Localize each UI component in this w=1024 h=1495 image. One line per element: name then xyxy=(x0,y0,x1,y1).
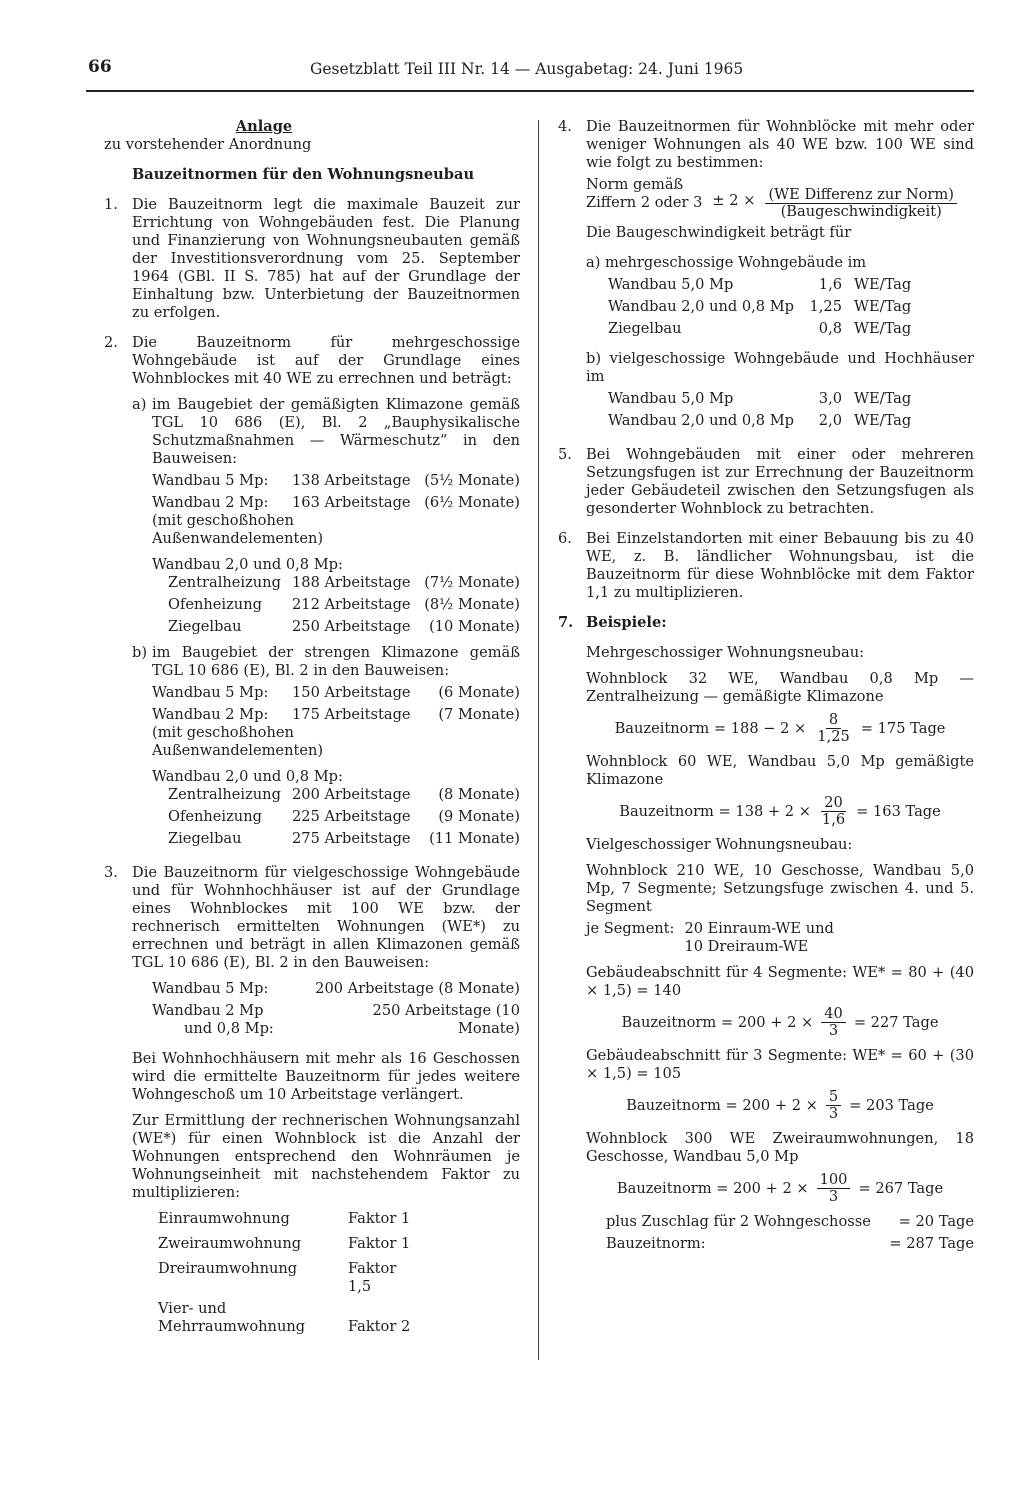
section-7 xyxy=(558,614,974,1257)
table-row: Wandbau 2,0 und 0,8 Mp 1,25 WE/Tag xyxy=(608,298,912,315)
section-5-number: 5. xyxy=(558,446,572,463)
left-column xyxy=(104,118,520,1340)
section-4 xyxy=(558,118,974,434)
table-row: plus Zuschlag für 2 Wohngeschosse = 20 Tage xyxy=(606,1213,974,1230)
example-4-equation: Bauzeitnorm = 200 + 2 × $\frac{100}{3}$ = 267 Tage xyxy=(616,1171,944,1205)
table-row: Ofenheizung 212 Arbeitstage (8½ Monate) xyxy=(168,596,520,613)
header-rule xyxy=(86,90,974,92)
table-row: Vier- und Mehrraumwohnung Faktor 2 xyxy=(158,1300,411,1335)
factor-table xyxy=(158,1210,418,1340)
section-3-number: 3. xyxy=(104,864,118,881)
section-4-formula xyxy=(586,176,974,220)
section-5 xyxy=(558,446,974,518)
section-4-text: Die Bauzeitnormen für Wohnblöcke mit mehr oder weniger Wohnungen als 40 WE bzw. 100 WE sind wie folgt zu bestimmen: xyxy=(586,118,974,171)
table-row: Wandbau 2 Mp: 163 Arbeitstage (6½ Monate) xyxy=(152,494,520,511)
formula-norm: Ziffern 2 oder 3 xyxy=(586,194,703,211)
table-row: Zweiraumwohnung Faktor 1 xyxy=(158,1235,411,1252)
section-2b-label: b) xyxy=(132,644,148,661)
speed-intro: Die Baugeschwindigkeit beträgt für xyxy=(586,224,852,241)
section-1-number: 1. xyxy=(104,196,118,213)
example-3-segment: je Segment: 20 Einraum-WE und 10 Dreiraum-WE xyxy=(586,920,834,955)
example-group-heading: Mehrgeschossiger Wohnungsneubau: xyxy=(586,644,865,661)
table-row: Wandbau 5,0 Mp 1,6 WE/Tag xyxy=(608,276,912,293)
section-2a-note: (mit geschoßhohen xyxy=(152,512,294,529)
page-number: 66 xyxy=(88,57,112,77)
table-row: Ziegelbau 250 Arbeitstage (10 Monate) xyxy=(168,618,520,635)
section-2-number: 2. xyxy=(104,334,118,351)
example-3-equation-a: Bauzeitnorm = 200 + 2 × $\frac{40}{3}$ = 227 Tage xyxy=(621,1005,939,1039)
section-2a xyxy=(132,396,520,640)
section-7-title: Beispiele: xyxy=(586,614,667,631)
section-4a-text: a) mehrgeschossige Wohngebäude im xyxy=(586,254,867,271)
table-row: Wandbau 5 Mp: 138 Arbeitstage (5½ Monate) xyxy=(152,472,520,489)
table-row: Wandbau 5 Mp: 150 Arbeitstage (6 Monate) xyxy=(152,684,520,701)
section-6-text: Bei Einzelstandorten mit einer Bebauung bis zu 40 WE, z. B. ländlicher Wohnungsbau, ist die Bauzeitnorm für diese Wohnblöcke mit dem Faktor 1,1 zu multiplizieren. xyxy=(586,530,974,601)
section-2a-table-2 xyxy=(168,574,520,640)
section-2b xyxy=(132,644,520,852)
example-4-total xyxy=(606,1213,974,1257)
table-row: Wandbau 2 Mp: 175 Arbeitstage (7 Monate) xyxy=(152,706,520,723)
section-3-factor-text: Zur Ermittlung der rechnerischen Wohnungsanzahl (WE*) für einen Wohnblock ist die Anzahl der Wohnungen entsprechend den Wohnräumen je Wohnungseinheit mit nachstehendem Faktor zu multiplizieren: xyxy=(132,1112,520,1201)
table-row: Zentralheizung 200 Arbeitstage (8 Monate) xyxy=(168,786,520,803)
section-5-text: Bei Wohngebäuden mit einer oder mehreren Setzungsfugen ist zur Errechnung der Bauzeitnorm jeder Gebäudeteil zwischen den Setzungsfugen als gesonderter Wohnblock zu betrachten. xyxy=(586,446,974,517)
section-4a-table xyxy=(608,276,918,342)
section-3-highrise: Bei Wohnhochhäusern mit mehr als 16 Geschossen wird die ermittelte Bauzeitnorm für jedes weitere Wohngeschoß um 10 Arbeitstage verlängert. xyxy=(132,1050,520,1103)
table-row: Ziegelbau 0,8 WE/Tag xyxy=(608,320,912,337)
column-divider xyxy=(538,120,539,1360)
section-2a-text: im Baugebiet der gemäßigten Klimazone gemäß TGL 10 686 (E), Bl. 2 „Bauphysikalische Schutzmaßnahmen — Wärmeschutz“ in den Bauweisen: xyxy=(152,396,520,467)
table-row: Einraumwohnung Faktor 1 xyxy=(158,1210,411,1227)
example-3-text: Wohnblock 210 WE, 10 Geschosse, Wandbau 5,0 Mp, 7 Segmente; Setzungsfuge zwischen 4. und 5. Segment xyxy=(586,862,974,915)
example-2-equation: Bauzeitnorm = 138 + 2 × $\frac{20}{1,6}$ = 163 Tage xyxy=(619,794,941,828)
section-2b-note: (mit geschoßhohen xyxy=(152,724,294,741)
anlage-subtitle: zu vorstehender Anordnung xyxy=(104,136,312,153)
example-3-equation-b: Bauzeitnorm = 200 + 2 × $\frac{5}{3}$ = 203 Tage xyxy=(626,1088,934,1122)
section-4b-table xyxy=(608,390,918,434)
section-3-table xyxy=(152,980,520,1042)
example-1-equation: Bauzeitnorm = 188 − 2 × $\frac{8}{1,25}$ = 175 Tage xyxy=(614,711,946,745)
table-row: Wandbau 5 Mp: 200 Arbeitstage (8 Monate) xyxy=(152,980,520,997)
formula-norm: Norm gemäß xyxy=(586,176,684,193)
section-4-number: 4. xyxy=(558,118,572,135)
section-2b-note: Außenwandelementen) xyxy=(152,742,324,759)
table-row: Wandbau 2 Mp und 0,8 Mp: 250 Arbeitstage (10 Monate) xyxy=(152,1002,520,1037)
section-3-text: Die Bauzeitnorm für vielgeschossige Wohngebäude und für Wohnhochhäuser ist auf der Grundlage eines Wohnblockes mit 100 WE bzw. der rechnerisch ermittelten Wohnungen (WE*) zu errechnen und beträgt in allen Klimazonen gemäß TGL 10 686 (E), Bl. 2 in den Bauweisen: xyxy=(132,864,520,971)
table-row: Wandbau 2,0 und 0,8 Mp 2,0 WE/Tag xyxy=(608,412,912,429)
section-3 xyxy=(104,864,520,1340)
section-6-number: 6. xyxy=(558,530,572,547)
example-2-text: Wohnblock 60 WE, Wandbau 5,0 Mp gemäßigte Klimazone xyxy=(586,753,974,788)
example-3-section-a: Gebäudeabschnitt für 4 Segmente: WE* = 80 + (40 × 1,5) = 140 xyxy=(586,964,974,999)
table-row: Zentralheizung 188 Arbeitstage (7½ Monate) xyxy=(168,574,520,591)
section-2b-wandbau: Wandbau 2,0 und 0,8 Mp: xyxy=(152,768,343,785)
example-3-section-b: Gebäudeabschnitt für 3 Segmente: WE* = 60 + (30 × 1,5) = 105 xyxy=(586,1047,974,1082)
example-1-text: Wohnblock 32 WE, Wandbau 0,8 Mp — Zentralheizung — gemäßigte Klimazone xyxy=(586,670,974,705)
table-row: Bauzeitnorm: = 287 Tage xyxy=(606,1235,974,1252)
anlage-title: Anlage xyxy=(235,118,293,135)
section-2a-wandbau: Wandbau 2,0 und 0,8 Mp: xyxy=(152,556,343,573)
section-4b-text: b) vielgeschossige Wohngebäude und Hochhäuser im xyxy=(586,350,974,385)
section-7-number: 7. xyxy=(558,614,574,631)
section-2a-note: Außenwandelementen) xyxy=(152,530,324,547)
example-4-text: Wohnblock 300 WE Zweiraumwohnungen, 18 Geschosse, Wandbau 5,0 Mp xyxy=(586,1130,974,1165)
section-2-text: Die Bauzeitnorm für mehrgeschossige Wohngebäude ist auf der Grundlage eines Wohnblockes mit 40 WE zu errechnen und beträgt: xyxy=(132,334,520,387)
section-2a-table xyxy=(152,472,520,516)
right-column xyxy=(558,118,974,1257)
formula-fraction: $\frac{\text{(WE Differenz zur Norm)}}{\text{(Baugeschwindigkeit)}}$ xyxy=(765,187,956,220)
section-6 xyxy=(558,530,974,602)
example-group-heading: Vielgeschossiger Wohnungsneubau: xyxy=(586,836,853,853)
section-2 xyxy=(104,334,520,852)
section-heading: Bauzeitnormen für den Wohnungsneubau xyxy=(131,166,475,183)
table-row: Ofenheizung 225 Arbeitstage (9 Monate) xyxy=(168,808,520,825)
section-2b-text: im Baugebiet der strengen Klimazone gemäß TGL 10 686 (E), Bl. 2 in den Bauweisen: xyxy=(152,644,520,679)
section-2b-table xyxy=(152,684,520,728)
table-row: Wandbau 5,0 Mp 3,0 WE/Tag xyxy=(608,390,912,407)
section-1-text: Die Bauzeitnorm legt die maximale Bauzeit zur Errichtung von Wohngebäuden fest. Die Planung und Finanzierung von Wohnungsneubauten gemäß der Investitionsverordnung vom 25. September 1964 (GBl. II S. 785) hat auf der Grundlage der Einhaltung bzw. Unterbietung der Bauzeitnormen zu erfolgen. xyxy=(132,196,520,321)
section-2a-label: a) xyxy=(132,396,147,413)
page-header: Gesetzblatt Teil III Nr. 14 — Ausgabetag: 24. Juni 1965 xyxy=(310,60,744,78)
section-2b-table-2 xyxy=(168,786,520,852)
section-1 xyxy=(104,196,520,322)
formula-operator: ± 2 × xyxy=(712,192,756,209)
table-row: Ziegelbau 275 Arbeitstage (11 Monate) xyxy=(168,830,520,847)
table-row: Dreiraumwohnung Faktor 1,5 xyxy=(158,1260,397,1295)
